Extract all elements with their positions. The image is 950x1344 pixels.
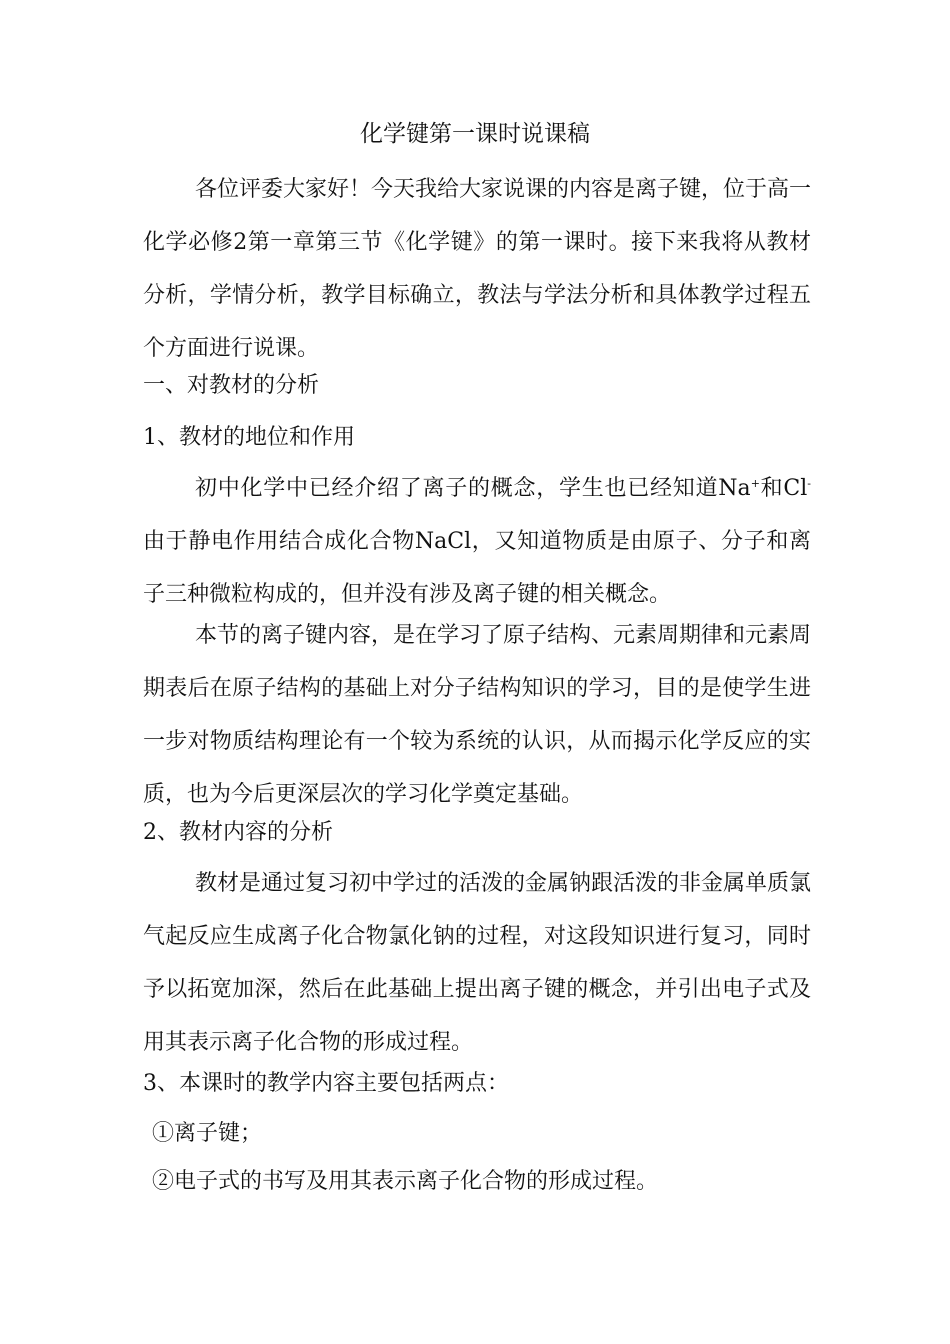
paragraph-3: 教材是通过复习初中学过的活泼的金属钠跟活泼的非金属单质氯气起反应生成离子化合物氯化钠的过程，对这段知识进行复习，同时予以拓宽加深，然后在此基础上提出离子键的概念，并引出电子式及用其表示离子化合物的形成过程。 xyxy=(143,871,812,1055)
subheading-1: 1、教材的地位和作用 xyxy=(143,425,355,450)
paragraph-1-text-b: 和Cl xyxy=(759,476,808,501)
cl-charge-superscript: - xyxy=(807,477,811,490)
subheading-2: 2、教材内容的分析 xyxy=(143,820,333,845)
list-item-1: ①离子键； xyxy=(152,1121,263,1146)
intro-paragraph: 各位评委大家好！今天我给大家说课的内容是离子键，位于高一化学必修2第一章第三节《化学键》的第一课时。接下来我将从教材分析，学情分析，教学目标确立，教法与学法分析和具体教学过程五个方面进行说课。 xyxy=(143,177,812,361)
section-heading-1: 一、对教材的分析 xyxy=(143,373,320,398)
paragraph-2: 本节的离子键内容，是在学习了原子结构、元素周期律和元素周期表后在原子结构的基础上对分子结构知识的学习，目的是使学生进一步对物质结构理论有一个较为系统的认识，从而揭示化学反应的实质，也为今后更深层次的学习化学奠定基础。 xyxy=(143,623,812,807)
paragraph-1-text-c: 由于静电作用结合成化合物NaCl，又知道物质是由原子、分子和离子三种微粒构成的，但并没有涉及离子键的相关概念。 xyxy=(143,529,811,607)
list-item-2: ②电子式的书写及用其表示离子化合物的形成过程。 xyxy=(152,1169,659,1194)
document-title: 化学键第一课时说课稿 xyxy=(360,121,590,147)
subheading-3: 3、本课时的教学内容主要包括两点： xyxy=(143,1071,509,1096)
paragraph-1-text-a: 初中化学中已经介绍了离子的概念，学生也已经知道Na xyxy=(195,476,751,501)
na-charge-superscript: + xyxy=(750,477,760,490)
paragraph-1 xyxy=(143,457,811,621)
